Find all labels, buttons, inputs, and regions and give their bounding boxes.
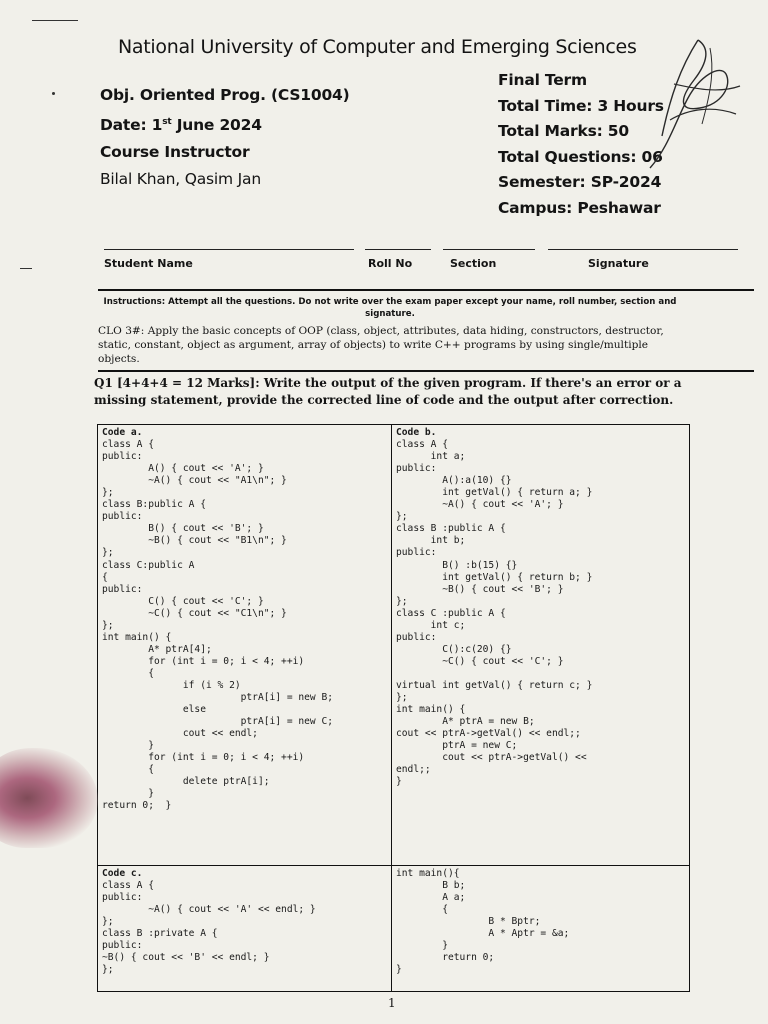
code-c-main-body: int main(){ B b; A a; { B * Bptr; A * Aptr = &a; } return 0; } — [396, 868, 570, 976]
campus: Campus: Peshawar — [498, 198, 661, 217]
page-number: 1 — [388, 996, 396, 1010]
code-a — [102, 427, 333, 813]
roll-no-label: Roll No — [368, 257, 413, 270]
section-label: Section — [450, 257, 497, 270]
signature-line — [548, 249, 738, 250]
code-c-main — [396, 868, 569, 976]
clo-statement: CLO 3#: Apply the basic concepts of OOP (class, object, attributes, data hiding, constructors, destructor, static, constant, object as argument, array of objects) to write C++ programs by using single/multiple objects. — [98, 325, 664, 365]
instructor-label: Course Instructor — [100, 143, 250, 162]
code-c-label: Code c. — [102, 868, 143, 879]
margin-dot — [52, 92, 55, 95]
signature-label: Signature — [588, 257, 649, 270]
handwritten-signature — [640, 28, 750, 178]
code-divider-horizontal — [98, 865, 689, 866]
code-b — [396, 427, 592, 788]
code-c — [102, 868, 316, 976]
code-b-body: class A { int a; public: A():a(10) {} int getVal() { return a; } ~A() { cout << 'A'; } }; class B :public A { int b; public: B() :b(15) {} int getVal() { return b; } ~B() { cout << 'B'; } }; class C :public A { int c; public: C():c(20) {} ~C() { cout << 'C'; } virtual int getVal() { return c; } }; int main() { A* ptrA = new B; cout << ptrA->getVal() << endl;; ptrA = new C; cout << ptrA->getVal() << endl;; } — [396, 439, 593, 788]
question-rule — [98, 370, 754, 372]
instructions: Instructions: Attempt all the questions. Do not write over the exam paper except your name, roll number, section and signature. — [103, 297, 677, 319]
margin-mark — [20, 268, 32, 269]
code-a-label: Code a. — [102, 427, 143, 438]
section-line — [443, 249, 535, 250]
margin-mark — [32, 20, 78, 21]
student-name-line — [104, 249, 354, 250]
exam-date: Date: 1st June 2024 — [100, 116, 262, 135]
code-divider-vertical — [391, 425, 392, 991]
course-title: Obj. Oriented Prog. (CS1004) — [100, 86, 350, 104]
total-marks: Total Marks: 50 — [498, 122, 629, 140]
semester: Semester: SP-2024 — [498, 173, 662, 191]
header-rule — [98, 289, 754, 291]
exam-info — [498, 68, 664, 221]
thumb-blur — [0, 748, 98, 848]
university-title: National University of Computer and Emerging Sciences — [118, 36, 637, 58]
student-name-label: Student Name — [104, 257, 193, 270]
course-info — [100, 82, 350, 193]
instructor-names: Bilal Khan, Qasim Jan — [100, 170, 261, 189]
code-grid — [97, 424, 690, 992]
code-b-label: Code b. — [396, 427, 437, 438]
exam-type: Final Term — [498, 71, 587, 89]
total-questions: Total Questions: 06 — [498, 147, 663, 166]
roll-no-line — [365, 249, 431, 250]
code-a-body: class A { public: A() { cout << 'A'; } ~A() { cout << "A1\n"; } }; class B:public A { public: B() { cout << 'B'; } ~B() { cout << "B1\n"; } }; class C:public A { public: C() { cout << 'C'; } ~C() { cout << "C1\n"; } }; int main() { A* ptrA[4]; for (int i = 0; i < 4; ++i) { if (i % 2) ptrA[i] = new B; else ptrA[i] = new C; cout << endl; } for (int i = 0; i < 4; ++i) { delete ptrA[i]; } return 0; } — [102, 439, 334, 812]
code-c-body: class A { public: ~A() { cout << 'A' << endl; } }; class B :private A { public: ~B() { cout << 'B' << endl; } }; — [102, 880, 316, 976]
question-1: Q1 [4+4+4 = 12 Marks]: Write the output of the given program. If there's an error or a missing statement, provide the corrected line of code and the output after correction. — [94, 376, 682, 407]
total-time: Total Time: 3 Hours — [498, 96, 664, 115]
